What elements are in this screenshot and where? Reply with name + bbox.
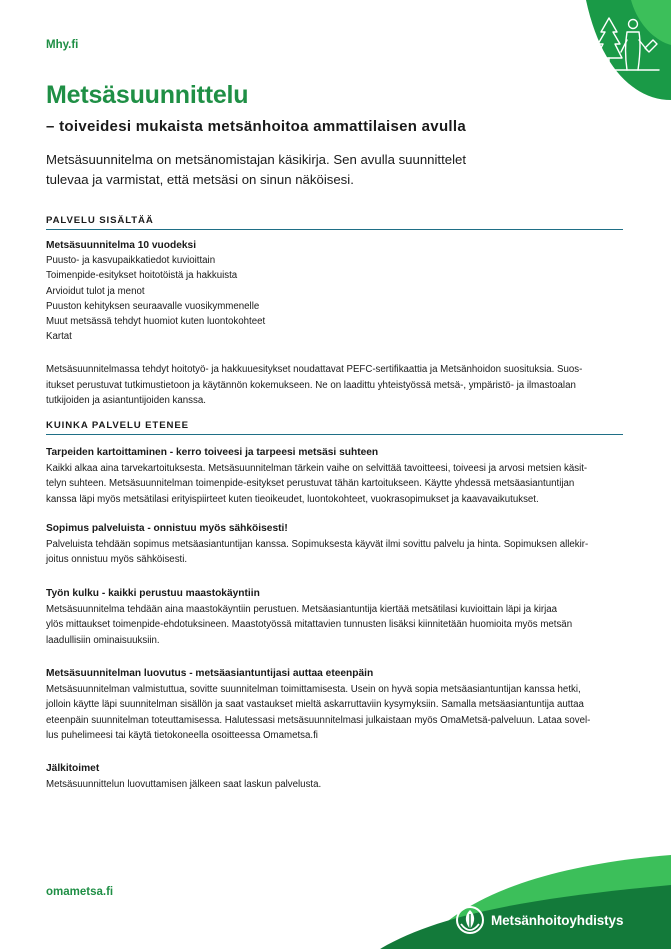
- paragraph-line: Metsäsuunnitelmassa tehdyt hoitotyö- ja hakkuuesitykset noudattavat PEFC-sertifikaattia ja Metsänhoidon suosituksia. Suos-: [46, 364, 583, 375]
- list-item: Kartat: [46, 331, 72, 343]
- paragraph-line: tutkijoiden ja asiantuntijoiden kanssa.: [46, 395, 206, 406]
- step-title: Metsäsuunnitelman luovutus - metsäasiantuntijasi auttaa eteenpäin: [46, 668, 374, 679]
- service-content-list: [46, 238, 626, 344]
- site-link-top[interactable]: Mhy.fi: [46, 39, 79, 51]
- section-heading-service-content: PALVELU SISÄLTÄÄ: [46, 215, 623, 230]
- list-item: Arvioidut tulot ja menot: [46, 285, 145, 297]
- corner-decoration: [541, 0, 671, 100]
- list-item: Muut metsässä tehdyt huomiot kuten luontokohteet: [46, 316, 266, 328]
- step-line: Metsäsuunnitelma tehdään aina maastokäyntiin perustuen. Metsäasiantuntija kiertää metsätilasi kuvioittain läpi ja kirjaa: [46, 603, 558, 615]
- step-title: Tarpeiden kartoittaminen - kerro toiveesi ja tarpeesi metsäsi suhteen: [46, 447, 379, 458]
- section-heading-process: KUINKA PALVELU ETENEE: [46, 420, 623, 435]
- mhy-leaf-logo-icon: [455, 905, 485, 935]
- step-line: Kaikki alkaa aina tarvekartoituksesta. Metsäsuunnitelman tärkein vaihe on selvittää tavoitteesi, toiveesi ja arvosi metsien käsit-: [46, 462, 588, 474]
- step-handover: [46, 666, 626, 744]
- list-item: Puuston kehityksen seuraavalle vuosikymmenelle: [46, 300, 260, 312]
- step-line: lus puhelimeesi tai käytä tietokoneella osoitteessa Omametsa.fi: [46, 730, 318, 741]
- step-line: Palveluista tehdään sopimus metsäasiantuntijan kanssa. Sopimuksesta käyvät ilmi sovittu palvelu ja hinta. Sopimuksen allekir-: [46, 538, 589, 550]
- site-link-bottom[interactable]: omametsa.fi: [46, 886, 114, 898]
- intro-line: tulevaa ja varmistat, että metsäsi on sinun näköisesi.: [46, 172, 354, 187]
- step-line: jolloin käytte läpi suunnitelman sisällön ja saat vastaukset mieltä askarruttaviin kysymyksiin. Samalla metsäasiantuntija auttaa: [46, 699, 584, 710]
- step-line: ylös mittaukset toimenpide-ehdotuksineen. Maastotyössä mitattavien tunnusten lisäksi kiinnitetään huomioita myös metsän: [46, 619, 573, 630]
- step-title: Sopimus palveluista - onnistuu myös sähköisesti!: [46, 523, 288, 534]
- step-line: kanssa läpi myös metsätilasi erityispiirteet kuten tieoikeudet, luontokohteet, vuokrasopimukset ja kaavavaikutukset.: [46, 493, 539, 505]
- step-line: eteenpäin suunnitelman toteuttamisessa. Halutessasi metsäsuunnitelmasi julkaistaan myös OmaMetsä-palveluun. Lataa sovel-: [46, 714, 591, 726]
- step-line: laadullisiin ominaisuuksiin.: [46, 634, 160, 646]
- step-line: Metsäsuunnitelman valmistuttua, sovitte suunnitelman toimittamisesta. Usein on hyvä sopia metsäasiantuntijan kanssa hetki,: [46, 683, 581, 695]
- list-title: Metsäsuunnitelma 10 vuodeksi: [46, 240, 197, 251]
- page-subtitle: – toiveidesi mukaista metsänhoitoa ammattilaisen avulla: [46, 118, 466, 135]
- step-line: joitus onnistuu myös sähköisesti.: [46, 554, 188, 565]
- step-follow-up: [46, 761, 626, 792]
- mhy-logo[interactable]: [455, 905, 623, 935]
- logo-text: Metsänhoitoyhdistys: [491, 912, 624, 928]
- list-item: Puusto- ja kasvupaikkatiedot kuvioittain: [46, 255, 216, 267]
- paragraph-line: itukset perustuvat tutkimustietoon ja käytännön kokemukseen. Ne on laadittu yhteistyössä metsä-, ympäristö- ja ilmastoalan: [46, 379, 576, 391]
- step-needs-mapping: [46, 445, 626, 507]
- step-line: telyn suhteen. Metsäsuunnitelman toimenpide-esitykset perustuvat tähän kartoitukseen. Käytte yhdessä metsäasiantuntijan: [46, 478, 575, 489]
- page-title: Metsäsuunnittelu: [46, 81, 249, 109]
- intro-text: [46, 150, 606, 190]
- step-contract: [46, 521, 626, 568]
- step-title: Jälkitoimet: [46, 763, 100, 774]
- intro-line: Metsäsuunnitelma on metsänomistajan käsikirja. Sen avulla suunnittelet: [46, 152, 467, 167]
- step-title: Työn kulku - kaikki perustuu maastokäyntiin: [46, 588, 260, 599]
- list-item: Toimenpide-esitykset hoitotöistä ja hakkuista: [46, 270, 238, 282]
- pefc-paragraph: [46, 362, 626, 409]
- step-line: Metsäsuunnittelun luovuttamisen jälkeen saat laskun palvelusta.: [46, 778, 322, 790]
- step-fieldwork: [46, 586, 626, 648]
